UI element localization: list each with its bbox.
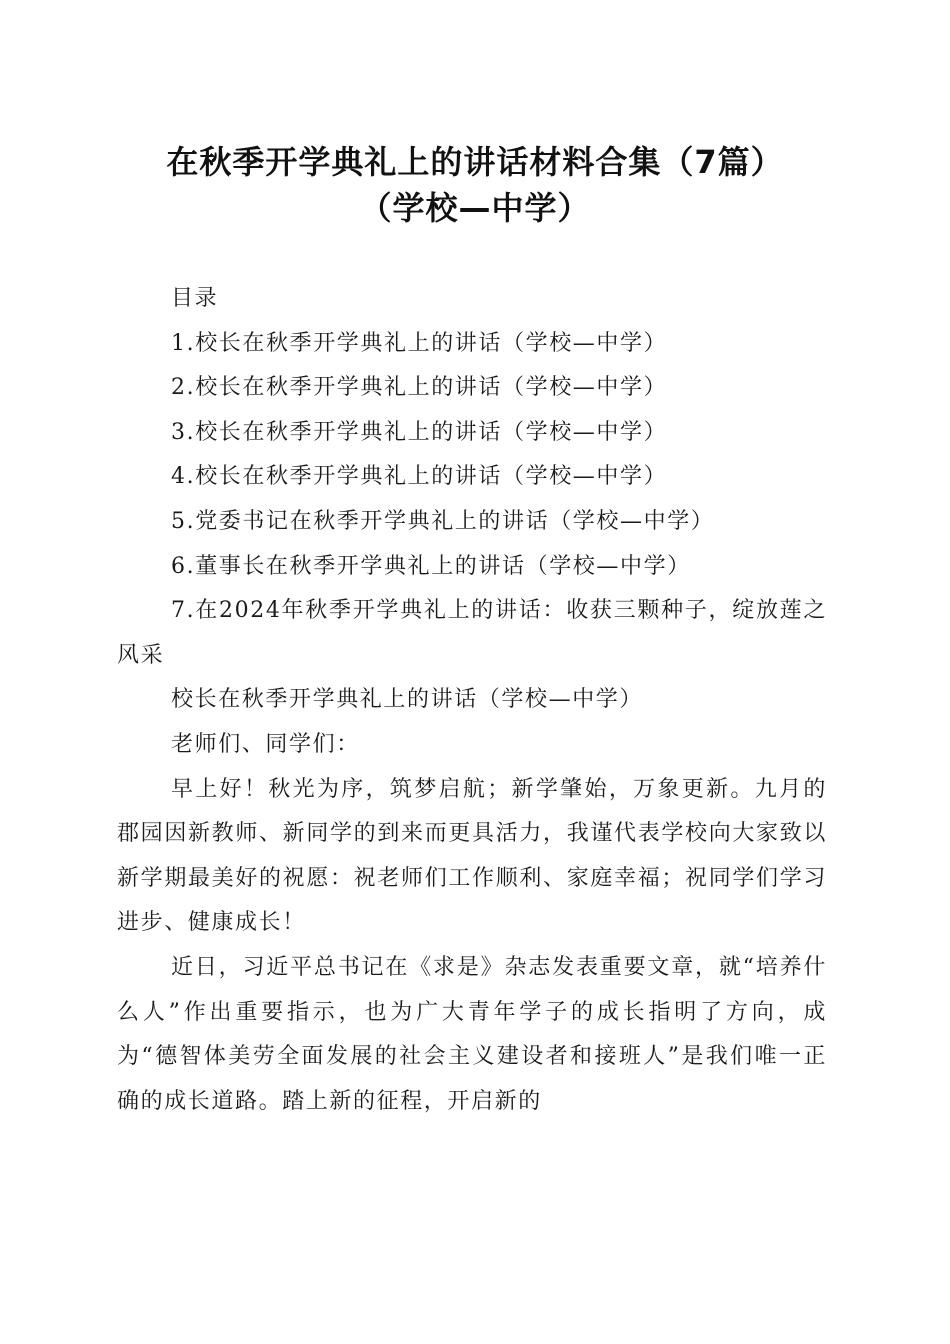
speech-title: 校长在秋季开学典礼上的讲话（学校—中学） [171, 687, 644, 713]
document-title-line-1: 在秋季开学典礼上的讲话材料合集（7篇） [166, 143, 784, 181]
document-title-line-2: （学校—中学） [359, 189, 591, 227]
salutation: 老师们、同学们： [171, 731, 360, 757]
body-paragraph-1: 早上好！秋光为序，筑梦启航；新学肇始，万象更新。九月的郡园因新教师、新同学的到来而更具活力，我谨代表学校向大家致以新学期最美好的祝愿：祝老师们工作顺利、家庭幸福；祝同学们学习进步、健康成长！ [117, 776, 827, 936]
toc-heading: 目录 [171, 286, 219, 311]
toc-item-1: 1.校长在秋季开学典礼上的讲话（学校—中学） [171, 330, 668, 356]
toc-item-2: 2.校长在秋季开学典礼上的讲话（学校—中学） [171, 375, 668, 401]
body-paragraph-2: 近日，习近平总书记在《求是》杂志发表重要文章，就“培养什么人”作出重要指示，也为广大青年学子的成长指明了方向，成为“德智体美劳全面发展的社会主义建设者和接班人”是我们唯一正确的成长道路。踏上新的征程，开启新的 [117, 954, 827, 1114]
toc-item-3: 3.校长在秋季开学典礼上的讲话（学校—中学） [171, 419, 668, 445]
toc-item-7: 7.在2024年秋季开学典礼上的讲话：收获三颗种子，绽放莲之风采 [117, 598, 827, 668]
toc-item-4: 4.校长在秋季开学典礼上的讲话（学校—中学） [171, 464, 668, 490]
toc-item-5: 5.党委书记在秋季开学典礼上的讲话（学校—中学） [171, 508, 715, 534]
document-body [117, 277, 827, 1124]
toc-item-6: 6.董事长在秋季开学典礼上的讲话（学校—中学） [171, 553, 691, 579]
